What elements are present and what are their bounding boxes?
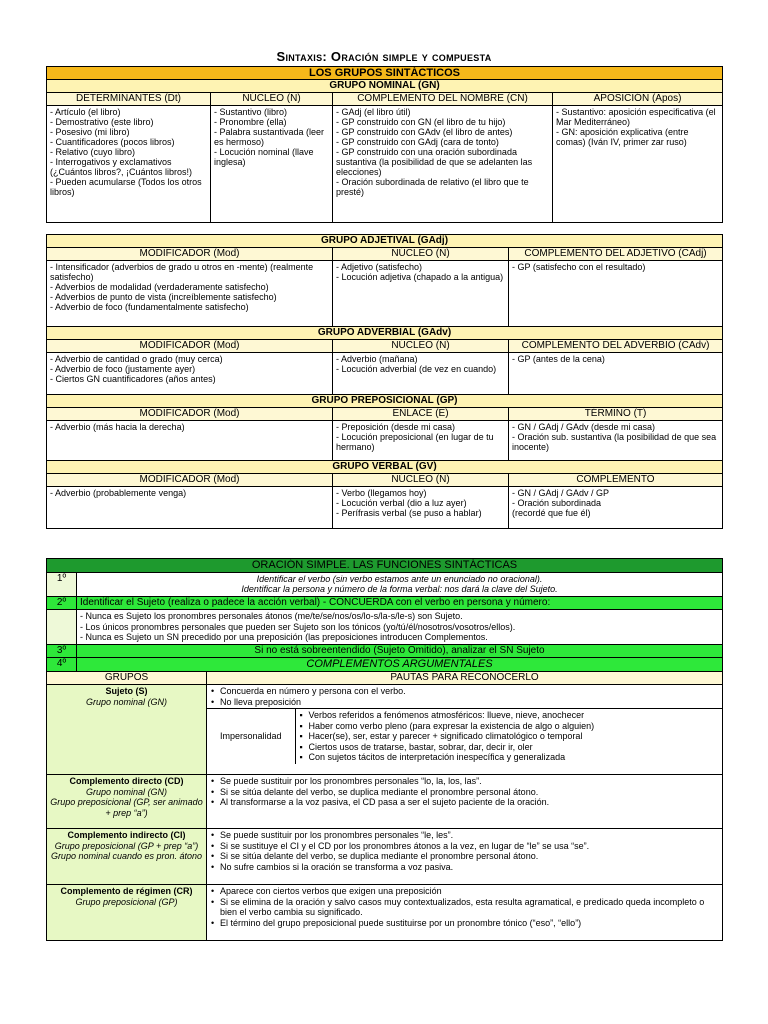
cr-pautas [207,885,723,941]
list-item: - Pronombre (ella) [214,117,287,127]
list-item: - Nunca es Sujeto un SN precedido por una preposición (las preposiciones introducen Complementos. [80,632,488,642]
impersonal-list [295,709,722,764]
list-item: • Se puede sustituir por los pronombres personales “le, les”. [220,830,719,841]
gn-det-cell [47,106,211,223]
notes-spacer [47,610,77,645]
list-item: - Oración subordinada de relativo (el libro que te presté) [336,177,529,197]
list-item: ▪ Verbos referidos a fenómenos atmosféricos: llueve, nieve, anochecer [309,710,720,721]
list-item: - Adjetivo (satisfecho) [336,262,423,272]
list-item: - Sustantivo (libro) [214,107,288,117]
col-header: MODIFICADOR (Mod) [47,340,333,353]
col-header: MODIFICADOR (Mod) [47,474,333,487]
list-item: • Si se sustituye el CI y el CD por los pronombres átonos a la vez, en lugar de “le” se usa “se”. [220,841,719,852]
list-item: - GN / GAdj / GAdv / GP [512,488,610,498]
step-1-line: Identificar la persona y número de la forma verbal: nos dará la clave del Sujeto. [241,584,558,594]
list-item: • No sufre cambios si la oración se transforma a voz pasiva. [220,862,719,873]
col-header: COMPLEMENTO DEL ADVERBIO (CAdv) [509,340,723,353]
col-header: PAUTAS PARA RECONOCERLO [207,671,723,685]
list-item: - GN: aposición explicativa (entre comas) (Iván IV, primer zar ruso) [556,127,689,147]
subject-group [47,685,207,775]
list-item: • Si se sitúa delante del verbo, se duplica mediante el pronombre personal átono. [220,787,719,798]
gadj-table [46,234,723,529]
cd-group [47,775,207,829]
step-number: 4º [47,658,77,672]
gadj-title: GRUPO ADJETIVAL (GAdj) [47,235,723,248]
col-header: APOSICIÓN (Apos) [553,93,723,106]
bullet-list [210,886,719,928]
list-item: - Adverbio (probablemente venga) [50,488,187,498]
group-type: Grupo nominal cuando es pron. átono [50,851,203,861]
list-item: - Adverbio de foco (fundamentalmente satisfecho) [50,302,249,312]
list-item: - Adverbio (más hacia la derecha) [50,422,185,432]
step-number: 1º [47,572,77,596]
group-type: Grupo preposicional (GP) [75,896,178,907]
list-item: - Posesivo (mi libro) [50,127,130,137]
col-header: ENLACE (E) [333,408,509,421]
gadj-nuc-cell [333,261,509,327]
list-item: - Adverbio de foco (justamente ayer) [50,364,196,374]
list-item: - Locución adjetiva (chapado a la antigua) [336,272,504,282]
col-header: TÉRMINO (T) [509,408,723,421]
list-item: - GP (antes de la cena) [512,354,605,364]
list-item: ▪ Ciertos usos de tratarse, bastar, sobrar, dar, decir ir, oler [309,742,720,753]
list-item: • Aparece con ciertos verbos que exigen una preposición [220,886,719,897]
list-item: ▪ Con sujetos tácitos de interpretación inespecífica y generalizada [309,752,720,763]
functions-header: ORACIÓN SIMPLE. LAS FUNCIONES SINTÁCTICAS [47,559,723,573]
list-item: - Nunca es Sujeto los pronombres personales átonos (me/te/se/nos/os/lo-s/la-s/le-s) son Sujeto. [80,611,463,621]
list-item: - Locución preposicional (en lugar de tu hermano) [336,432,494,452]
col-header: MODIFICADOR (Mod) [47,248,333,261]
gn-nuc-cell [211,106,333,223]
list-item: - Interrogativos y exclamativos (¿Cuántos libros?, ¡Cuántos libros!) [50,157,193,177]
list-item: - Preposición (desde mi casa) [336,422,456,432]
group-name: Sujeto (S) [105,686,148,696]
gadv-nuc-cell [333,353,509,395]
group-type: Grupo preposicional (GP, ser animado + prep “a”) [50,797,203,818]
step-number: 3º [47,644,77,658]
gv-comp-cell [509,487,723,529]
gn-apos-cell [553,106,723,223]
gadv-mod-cell [47,353,333,395]
gadj-mod-cell [47,261,333,327]
bullet-list [210,686,719,707]
list-item: ▪ Haber como verbo pleno (para expresar la existencia de algo o alguien) [309,721,720,732]
functions-table [46,558,723,941]
list-item: - Intensificador (adverbios de grado u otros en -mente) (realmente satisfecho) [50,262,314,282]
list-item: - GP construido con GAdv (el libro de antes) [336,127,513,137]
step-2: Identificar el Sujeto (realiza o padece la acción verbal) - CONCUERDA con el verbo en persona y número: [77,596,723,610]
step-1-line: Identificar el verbo (sin verbo estamos ante un enunciado no oracional). [256,573,543,584]
impersonal-block [207,709,723,775]
list-item: • Concuerda en número y persona con el verbo. [220,686,719,697]
col-header: COMPLEMENTO [509,474,723,487]
gadv-title: GRUPO ADVERBIAL (GAdv) [47,327,723,340]
col-header: NÚCLEO (N) [333,248,509,261]
col-header: COMPLEMENTO DEL ADJETIVO (CAdj) [509,248,723,261]
gv-nuc-cell [333,487,509,529]
list-item: - Artículo (el libro) [50,107,121,117]
col-header: NÚCLEO (N) [211,93,333,106]
col-header: COMPLEMENTO DEL NOMBRE (CN) [333,93,553,106]
page-title: Sintaxis: Oración simple y compuesta [276,49,492,64]
list-item: • El término del grupo preposicional puede sustituirse por un pronombre tónico (“eso”, “ello”) [220,918,719,929]
gp-comp-cell [509,421,723,461]
list-item: - Sustantivo: aposición especificativa (el Mar Mediterráneo) [556,107,716,127]
list-item: - Oración sub. sustantiva (la posibilidad de que sea inocente) [512,432,717,452]
gv-title: GRUPO VERBAL (GV) [47,461,723,474]
list-item: - Locución nominal (llave inglesa) [214,147,314,167]
group-name: Complemento de régimen (CR) [60,886,193,896]
list-item: • Si se elimina de la oración y salvo casos muy contextualizados, esta resulta agramatical, e predicado queda incompleto o bien el verbo cambia su significado. [220,897,719,918]
list-item: - GN / GAdj / GAdv (desde mi casa) [512,422,656,432]
group-name: Complemento indirecto (CI) [67,830,186,840]
col-header: MODIFICADOR (Mod) [47,408,333,421]
gp-mod-cell [47,421,333,461]
list-item: - Oración subordinada [512,498,602,508]
cr-group [47,885,207,941]
list-item: - GP construido con GAdj (cara de tonto) [336,137,499,147]
group-type: Grupo nominal (GN) [85,786,168,797]
list-item: - GP (satisfecho con el resultado) [512,262,646,272]
list-item: - Adverbios de punto de vista (increíblemente satisfecho) [50,292,277,302]
group-name: Complemento directo (CD) [69,776,184,786]
groups-table [46,66,723,223]
list-item: • Al transformarse a la voz pasiva, el CD pasa a ser el sujeto paciente de la oración. [220,797,719,808]
gn-cn-cell [333,106,553,223]
list-item: - Pueden acumularse (Todos los otros libros) [50,177,202,197]
step-3: Si no está sobreentendido (Sujeto Omitido), analizar el SN Sujeto [77,644,723,658]
step-1 [77,572,723,596]
group-type: Grupo nominal (GN) [85,696,168,707]
list-item: - Relativo (cuyo libro) [50,147,136,157]
list-item: • Si se sitúa delante del verbo, se duplica mediante el pronombre personal átono. [220,851,719,862]
list-item: - Adverbios de modalidad (verdaderamente satisfecho) [50,282,269,292]
subject-notes [77,610,723,645]
bullet-list [210,776,719,808]
list-item: - Palabra sustantivada (leer es hermoso) [214,127,325,147]
col-header: NÚCLEO (N) [333,474,509,487]
gp-nuc-cell [333,421,509,461]
list-item: - GAdj (el libro útil) [336,107,411,117]
bullet-list [210,830,719,872]
cd-pautas [207,775,723,829]
col-header: NÚCLEO (N) [333,340,509,353]
step-4: COMPLEMENTOS ARGUMENTALES [77,658,723,672]
list-item: - Locución verbal (dio a luz ayer) [336,498,467,508]
list-item: - Ciertos GN cuantificadores (años antes) [50,374,216,384]
list-item: • Se puede sustituir por los pronombres personales “lo, la, los, las”. [220,776,719,787]
col-header: DETERMINANTES (Dt) [47,93,211,106]
list-item: • No lleva preposición [220,697,719,708]
list-item: - Adverbio (mañana) [336,354,418,364]
bullet-list [299,710,720,763]
group-type: Grupo preposicional (GP + prep “a”) [54,840,199,851]
gv-mod-cell [47,487,333,529]
list-item: - Perífrasis verbal (se puso a hablar) [336,508,482,518]
gadv-comp-cell [509,353,723,395]
list-item: - GP construido con una oración subordinada sustantiva (la posibilidad de que se adelanten las elecciones) [336,147,533,177]
impersonal-label: Impersonalidad [207,709,295,764]
list-item: (recordé que fue él) [512,508,591,518]
step-number: 2º [47,596,77,610]
gp-title: GRUPO PREPOSICIONAL (GP) [47,395,723,408]
list-item: - Cuantificadores (pocos libros) [50,137,175,147]
subject-pautas [207,685,723,709]
gn-title: GRUPO NOMINAL (GN) [47,80,723,93]
ci-group [47,829,207,885]
list-item: - Locución adverbial (de vez en cuando) [336,364,497,374]
ci-pautas [207,829,723,885]
gadj-comp-cell [509,261,723,327]
list-item: - Los únicos pronombres personales que pueden ser Sujeto son los tónicos (yo/tú/él/nosotros/vosotros/ellos). [80,621,516,632]
list-item: - Adverbio de cantidad o grado (muy cerca) [50,354,223,364]
groups-header: LOS GRUPOS SINTÁCTICOS [47,67,723,80]
list-item: - GP construido con GN (el libro de tu hijo) [336,117,506,127]
list-item: - Verbo (llegamos hoy) [336,488,427,498]
list-item: ▪ Hacer(se), ser, estar y parecer + significado climatológico o temporal [309,731,720,742]
col-header: GRUPOS [47,671,207,685]
list-item: - Demostrativo (este libro) [50,117,154,127]
